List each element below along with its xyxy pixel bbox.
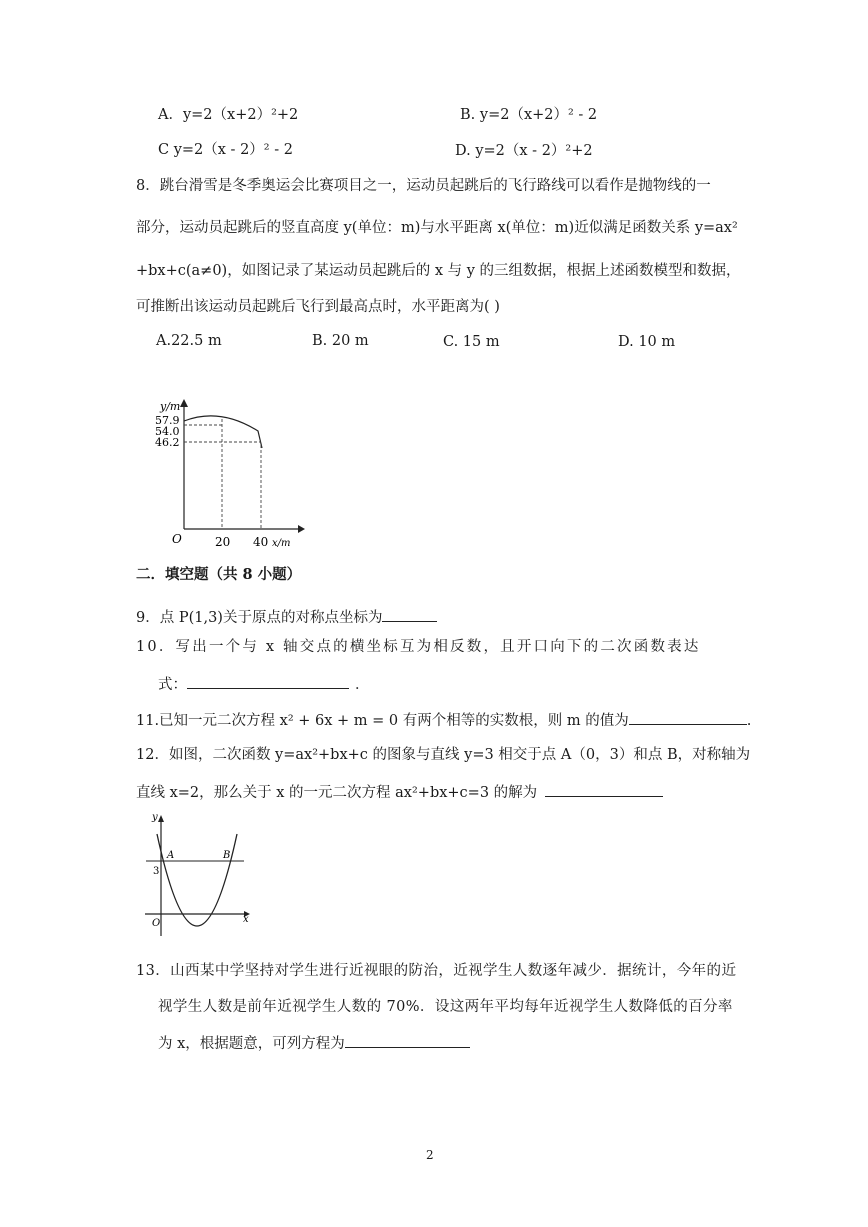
q11 xyxy=(136,710,751,730)
y-tick-3: 3 xyxy=(153,866,160,877)
parabola xyxy=(157,834,237,926)
x-axis-label: x xyxy=(243,914,249,925)
q12-graph xyxy=(140,812,255,942)
q11-text: 11.已知一元二次方程 x² + 6x + m = 0 有两个相等的实数根，则 m 的值为 xyxy=(136,713,629,729)
trajectory-curve xyxy=(184,416,262,448)
y-tick-57-9: 57.9 xyxy=(155,414,180,427)
x-axis-label: x/m xyxy=(272,538,291,549)
origin-label: O xyxy=(172,532,182,546)
q10-tail: ． xyxy=(355,677,370,693)
q8-option-a: A.22.5 m xyxy=(156,333,222,349)
y-tick-54-0: 54.0 xyxy=(155,425,180,438)
q7-option-c: C y=2（x - 2）² - 2 xyxy=(158,142,293,158)
q8-graph xyxy=(150,395,310,555)
q12-text: 直线 x=2，那么关于 x 的一元二次方程 ax²+bx+c=3 的解为 xyxy=(136,785,538,801)
q10-answer-blank xyxy=(187,674,349,689)
q7-option-b: B. y=2（x+2）² - 2 xyxy=(460,107,598,123)
q7-option-d: D. y=2（x - 2）²+2 xyxy=(455,143,593,159)
q11-answer-blank xyxy=(629,710,747,725)
q8-line-2: 部分，运动员起跳后的竖直高度 y(单位：m)与水平距离 x(单位：m)近似满足函数关系 y=ax² xyxy=(136,220,738,236)
y-axis-arrow-icon xyxy=(158,815,164,822)
q13-line-1: 13．山西某中学坚持对学生进行近视眼的防治，近视学生人数逐年减少．据统计，今年的近 xyxy=(136,963,737,979)
q9 xyxy=(136,607,437,627)
q8-option-c: C. 15 m xyxy=(443,334,500,350)
q12-answer-blank xyxy=(545,782,663,797)
q8-option-d: D. 10 m xyxy=(618,334,676,350)
q8-line-1: 8．跳台滑雪是冬季奥运会比赛项目之一，运动员起跳后的飞行路线可以看作是抛物线的一 xyxy=(136,178,711,194)
q10-prefix: 式： xyxy=(158,677,187,693)
y-axis-arrow-icon xyxy=(180,399,188,407)
x-tick-40: 40 xyxy=(253,535,269,549)
q9-text: 9．点 P(1,3)关于原点的对称点坐标为 xyxy=(136,610,383,626)
q7-option-a: A．y=2（x+2）²+2 xyxy=(158,107,299,123)
q10-line-1: 10．写出一个与 x 轴交点的横坐标互为相反数，且开口向下的二次函数表达 xyxy=(136,639,701,655)
x-axis-arrow-icon xyxy=(298,525,305,533)
y-axis-label: y/m xyxy=(160,400,181,413)
page-number: 2 xyxy=(426,1148,434,1162)
q12-line-2 xyxy=(136,782,663,802)
y-tick-46-2: 46.2 xyxy=(155,436,180,449)
section-2-title: 二．填空题（共 8 小题） xyxy=(136,566,302,583)
x-tick-20: 20 xyxy=(215,535,231,549)
origin-label: O xyxy=(152,918,161,929)
q13-answer-blank xyxy=(345,1033,470,1048)
y-axis-label: y xyxy=(152,812,158,823)
point-a-label: A xyxy=(167,850,175,861)
q13-line-3 xyxy=(158,1033,470,1053)
q11-tail: . xyxy=(746,713,752,729)
q12-line-1: 12．如图，二次函数 y=ax²+bx+c 的图象与直线 y=3 相交于点 A（0，3）和点 B，对称轴为 xyxy=(136,747,751,763)
q13-line-2: 视学生人数是前年近视学生人数的 70%．设这两年平均每年近视学生人数降低的百分率 xyxy=(158,999,733,1015)
q9-answer-blank xyxy=(382,607,437,622)
q13-text: 为 x，根据题意，可列方程为 xyxy=(158,1036,345,1052)
q8-option-b: B. 20 m xyxy=(312,333,369,349)
q8-line-3: +bx+c(a≠0)，如图记录了某运动员起跳后的 x 与 y 的三组数据，根据上述函数模型和数据， xyxy=(136,263,741,279)
q8-line-4: 可推断出该运动员起跳后飞行到最高点时，水平距离为( ) xyxy=(136,299,500,315)
q10-line-2 xyxy=(158,674,370,694)
point-b-label: B xyxy=(223,850,231,861)
